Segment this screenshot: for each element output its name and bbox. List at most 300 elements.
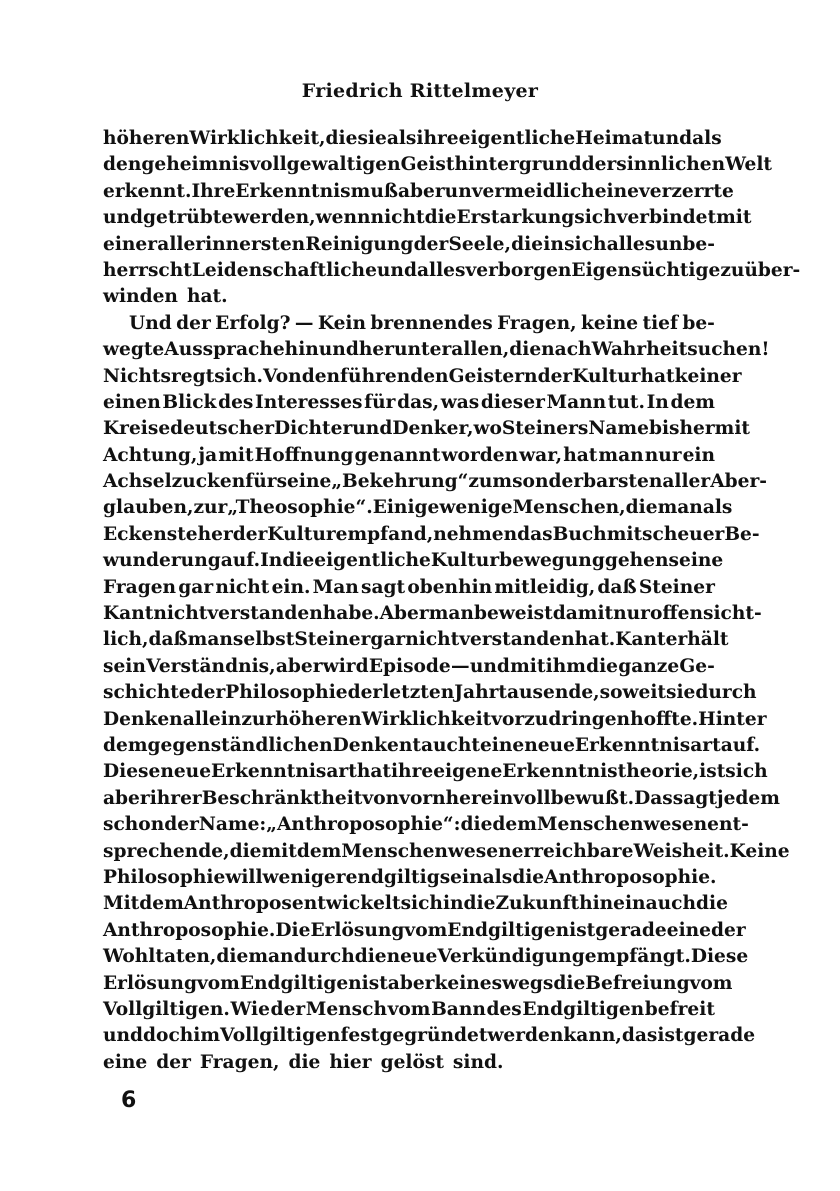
word: Diese <box>690 946 749 968</box>
word: Aber- <box>710 471 767 493</box>
word: sein <box>439 866 483 888</box>
word: nehmen <box>433 523 518 545</box>
word: gerade <box>683 1025 756 1047</box>
word: die <box>512 866 545 888</box>
word: In <box>646 391 669 413</box>
word: ist <box>361 972 388 994</box>
word: hin <box>284 339 319 361</box>
word: dem <box>103 734 148 756</box>
word: empfängt. <box>584 946 691 968</box>
word: bisher <box>648 418 715 440</box>
word: Endgiltigen <box>447 919 570 941</box>
word: die <box>586 655 619 677</box>
word: getrübte <box>143 207 234 229</box>
word: Verständnis, <box>146 655 276 677</box>
word: kann, <box>563 1025 622 1047</box>
word: eine <box>666 919 712 941</box>
word: Eigensüchtige <box>571 259 721 281</box>
word: Eckensteher <box>103 523 233 545</box>
word: der <box>347 682 383 704</box>
word: Zukunft <box>495 893 580 915</box>
word: nicht <box>215 576 270 598</box>
text-line <box>103 997 715 1023</box>
word: Hoffnung <box>254 444 354 466</box>
word: hat. <box>186 286 228 308</box>
word: ent- <box>707 814 749 836</box>
word: im <box>193 1025 221 1047</box>
word: Steiners <box>501 418 589 440</box>
word: verbindet <box>616 207 717 229</box>
word: Vollgiltigen. <box>103 998 230 1020</box>
word: zur <box>241 708 276 730</box>
word: Erlösung <box>310 919 405 941</box>
word: hat <box>640 365 675 387</box>
word: vom <box>387 998 431 1020</box>
word: und <box>352 418 393 440</box>
word: gelöst <box>380 1051 444 1073</box>
word: vom <box>689 972 733 994</box>
word: Seele, <box>448 233 511 255</box>
word: sonderbarsten <box>512 471 663 493</box>
word: neue <box>386 946 438 968</box>
text-line <box>103 891 728 917</box>
word: neue <box>160 761 212 783</box>
text-line <box>103 839 790 865</box>
word: sinnlichen <box>616 154 726 176</box>
word: Interesses <box>255 391 363 413</box>
word: und <box>376 259 417 281</box>
word: Menschenwesen <box>536 814 708 836</box>
text-line <box>103 179 734 205</box>
text-line <box>103 733 761 759</box>
word: sich. <box>214 365 264 387</box>
word: habe. <box>322 603 380 625</box>
word: der <box>537 365 573 387</box>
word: Episode <box>368 655 451 677</box>
word: Denken <box>332 734 413 756</box>
word: höheren <box>275 708 362 730</box>
word: in <box>543 233 564 255</box>
word: daß <box>148 629 188 651</box>
word: und <box>318 339 359 361</box>
word: Name: <box>198 814 267 836</box>
word: man <box>187 629 233 651</box>
word: letzten <box>382 682 455 704</box>
word: wo <box>473 418 502 440</box>
paragraph <box>103 126 801 311</box>
text-line <box>103 918 746 944</box>
word: vom <box>196 972 240 994</box>
word: Wohltaten, <box>103 946 217 968</box>
word: Blick <box>162 391 217 413</box>
word: Leidenschaftliche <box>191 259 377 281</box>
text-line <box>103 337 770 363</box>
word: der <box>156 1051 191 1073</box>
word: Achselzucken <box>103 471 246 493</box>
word: alles <box>606 233 656 255</box>
word: alles <box>416 259 466 281</box>
running-header-title: Friedrich Rittelmeyer <box>301 80 539 102</box>
word: eigentliche <box>458 128 576 149</box>
word: Mensch <box>305 998 387 1020</box>
word: ist <box>569 919 596 941</box>
body-text <box>103 126 801 1076</box>
word: Vollgiltigen <box>220 1025 341 1047</box>
word: vom <box>404 919 448 941</box>
word: Wirklichkeit, <box>189 128 326 149</box>
word: Welt <box>725 154 772 176</box>
word: der <box>232 523 268 545</box>
word: ganze <box>618 655 680 677</box>
word: mitleidig, <box>494 576 596 598</box>
word: Name <box>588 418 649 440</box>
word: für <box>364 391 396 413</box>
word: endgiltig <box>345 866 440 888</box>
word: Kulturbewegung <box>430 550 605 572</box>
word: Und <box>129 312 172 334</box>
word: erhält <box>665 629 729 651</box>
word: das <box>621 1025 658 1047</box>
word: worden <box>441 444 519 466</box>
word: vornherein <box>399 787 514 809</box>
word: dieser <box>480 391 545 413</box>
word: seine <box>668 550 724 572</box>
word: „Theosophie“. <box>227 497 373 519</box>
word: In <box>260 550 283 572</box>
text-line <box>103 495 733 521</box>
word: gewaltigen <box>286 154 401 176</box>
word: als <box>482 866 513 888</box>
word: Menschen, <box>512 497 626 519</box>
word: Erkenntnis <box>235 180 351 202</box>
word: der <box>190 682 226 704</box>
word: zur <box>193 497 228 519</box>
word: Aber <box>379 603 429 625</box>
text-line <box>103 416 750 442</box>
word: die <box>229 840 262 862</box>
page-number: 6 <box>121 1088 137 1113</box>
word: gegenständlichen <box>147 734 333 756</box>
word: über- <box>744 259 801 281</box>
word: allen, <box>451 339 510 361</box>
word: mit <box>716 207 752 229</box>
word: Erlösung <box>103 972 197 994</box>
word: Geisthintergrund <box>400 154 582 176</box>
word: Achtung, <box>103 444 198 466</box>
text-line <box>103 232 715 258</box>
word: regt <box>170 365 215 387</box>
word: und <box>469 655 510 677</box>
word: sind. <box>452 1051 504 1073</box>
word: Dichter <box>274 418 353 440</box>
word: herrscht <box>103 259 192 281</box>
word: aller <box>662 471 711 493</box>
word: sagt <box>672 787 717 809</box>
word: hat <box>356 761 391 783</box>
text-line <box>103 971 733 997</box>
word: die <box>625 497 658 519</box>
word: Fragen <box>103 576 177 598</box>
word: eine <box>594 180 639 202</box>
text-line <box>103 548 724 574</box>
word: und <box>652 128 693 149</box>
word: in <box>442 893 464 915</box>
word: wegte <box>103 339 165 361</box>
word: auf. <box>720 734 761 756</box>
word: Steiner <box>294 629 371 651</box>
word: erreichbare <box>511 840 634 862</box>
word: vorzudringen <box>491 708 631 730</box>
word: her <box>358 339 394 361</box>
word: den <box>301 365 341 387</box>
word: gehen <box>604 550 669 572</box>
text-line <box>103 390 715 416</box>
word: führenden <box>340 365 449 387</box>
word: die <box>354 946 387 968</box>
word: eigene <box>433 761 503 783</box>
word: schichte <box>103 682 191 704</box>
word: und <box>103 1025 144 1047</box>
word: mit <box>261 840 297 862</box>
word: brennendes <box>370 312 493 334</box>
word: Geistern <box>448 365 538 387</box>
word: Anthroposophie. <box>103 919 276 941</box>
word: Das <box>634 787 673 809</box>
word: gerade <box>595 919 667 941</box>
word: Buch <box>552 523 607 545</box>
word: Kultur <box>267 523 336 545</box>
word: Aussprache <box>164 339 285 361</box>
word: sagt <box>361 576 406 598</box>
text-line <box>103 786 780 812</box>
text-line <box>103 865 715 891</box>
word: gar <box>370 629 406 651</box>
word: eine <box>103 1051 148 1073</box>
word: hat. <box>574 629 616 651</box>
text-line <box>103 152 772 178</box>
word: Mann <box>546 391 607 413</box>
word: Hinter <box>698 708 767 730</box>
word: obenhin <box>407 576 493 598</box>
text-line <box>103 522 760 548</box>
text-line <box>103 654 715 680</box>
word: des <box>486 998 522 1020</box>
word: wenige <box>439 497 513 519</box>
word: ist <box>699 761 726 783</box>
word: höheren <box>103 128 190 149</box>
word: unbe- <box>655 233 715 255</box>
word: Reinigung <box>305 233 414 255</box>
word: nicht <box>370 207 425 229</box>
word: Erfolg? <box>215 312 291 334</box>
word: was <box>440 391 480 413</box>
word: die <box>282 550 315 572</box>
word: gar <box>178 576 214 598</box>
text-line <box>103 205 752 231</box>
word: Man <box>312 576 359 598</box>
word: Heimat <box>575 128 653 149</box>
word: zu <box>720 259 745 281</box>
word: winden <box>103 286 178 308</box>
word: nur <box>644 444 682 466</box>
word: hoffte. <box>630 708 699 730</box>
word: der <box>164 814 199 836</box>
word: sie <box>357 128 387 149</box>
word: eigentliche <box>314 550 431 572</box>
word: die <box>696 893 728 915</box>
word: daß <box>597 576 637 598</box>
word: verstanden <box>459 629 575 651</box>
word: Erkenntnisart <box>574 734 721 756</box>
word: dem <box>492 814 537 836</box>
word: durch <box>293 946 355 968</box>
word: zum <box>468 471 513 493</box>
word: werden <box>487 1025 564 1047</box>
word: sich <box>725 761 768 783</box>
word: Kant <box>103 603 154 625</box>
word: das, <box>397 391 440 413</box>
word: Mit <box>103 893 140 915</box>
word: voll <box>513 787 551 809</box>
text-line <box>103 707 767 733</box>
word: tief <box>642 312 678 334</box>
word: aber <box>397 180 445 202</box>
word: Beschränktheit <box>201 787 363 809</box>
word: aber <box>387 972 435 994</box>
word: dem <box>670 391 715 413</box>
word: Kreise <box>103 418 171 440</box>
word: allerinnersten <box>157 233 306 255</box>
word: sich <box>400 893 443 915</box>
text-line <box>103 443 715 469</box>
word: Erstarkung <box>456 207 575 229</box>
word: ja <box>198 444 218 466</box>
word: ein. <box>271 576 311 598</box>
word: erkennt. <box>103 180 192 202</box>
text-line <box>103 575 715 601</box>
word: Philosophie <box>225 682 348 704</box>
word: als <box>692 128 722 149</box>
word: keineswegs <box>434 972 554 994</box>
word: man <box>248 946 294 968</box>
word: wenn <box>315 207 371 229</box>
word: als <box>386 128 417 149</box>
word: nach <box>541 339 592 361</box>
word: die <box>424 207 457 229</box>
word: beweist <box>473 603 553 625</box>
word: Diese <box>103 761 161 783</box>
word: wunderung <box>103 550 221 572</box>
word: empfand, <box>335 523 434 545</box>
word: wird <box>322 655 369 677</box>
word: Die <box>275 919 311 941</box>
word: die <box>288 1051 321 1073</box>
word: suchen! <box>687 339 770 361</box>
word: be- <box>682 312 715 334</box>
word: und <box>103 207 144 229</box>
word: glauben, <box>103 497 194 519</box>
word: verborgen <box>465 259 572 281</box>
word: dem <box>296 840 342 862</box>
text-line <box>103 1050 715 1076</box>
word: keine <box>580 312 639 334</box>
word: geheimnisvoll <box>141 154 287 176</box>
word: neue <box>524 734 575 756</box>
word: war, <box>519 444 563 466</box>
word: muß <box>350 180 398 202</box>
word: Ge- <box>679 655 715 677</box>
word: selbst <box>232 629 295 651</box>
word: das <box>517 523 553 545</box>
word: sich <box>574 207 617 229</box>
word: gegründet <box>379 1025 488 1047</box>
word: nicht <box>153 603 208 625</box>
word: Keine <box>729 840 790 862</box>
word: doch <box>143 1025 194 1047</box>
word: eine <box>479 734 525 756</box>
word: fest <box>340 1025 380 1047</box>
word: will <box>225 866 263 888</box>
text-line <box>103 680 757 706</box>
word: die <box>553 972 586 994</box>
word: nicht <box>405 629 460 651</box>
word: bewußt. <box>550 787 635 809</box>
word: Fragen, <box>199 1051 280 1073</box>
word: Verkündigung <box>437 946 585 968</box>
word: — <box>294 312 314 334</box>
word: Von <box>263 365 302 387</box>
word: „Anthroposophie“: <box>266 814 461 836</box>
text-line <box>103 1023 756 1049</box>
word: Jahrtausende, <box>454 682 600 704</box>
word: Ihre <box>191 180 236 202</box>
text-line <box>103 601 762 627</box>
word: sich <box>564 233 607 255</box>
word: ihre <box>390 761 434 783</box>
word: durch <box>695 682 757 704</box>
text-line <box>103 311 715 337</box>
word: verstanden <box>207 603 323 625</box>
word: sein <box>103 655 146 677</box>
word: für <box>245 471 277 493</box>
word: die <box>463 893 496 915</box>
word: unvermeidlich <box>444 180 595 202</box>
word: die <box>216 946 249 968</box>
word: lich, <box>103 629 149 651</box>
word: Erkenntnistheorie, <box>502 761 700 783</box>
word: der <box>581 154 617 176</box>
word: Wie <box>230 998 270 1020</box>
word: die <box>509 339 542 361</box>
word: ist <box>657 1025 684 1047</box>
word: soweit <box>599 682 667 704</box>
word: Menschenwesen <box>341 840 512 862</box>
word: Be- <box>724 523 760 545</box>
word: auch <box>645 893 696 915</box>
word: hat <box>563 444 598 466</box>
word: die <box>460 814 493 836</box>
word: der <box>413 233 449 255</box>
word: mit <box>714 418 750 440</box>
word: einen <box>103 391 161 413</box>
word: hinein <box>579 893 646 915</box>
word: allein <box>182 708 242 730</box>
text-line <box>103 364 742 390</box>
word: deutscher <box>170 418 275 440</box>
word: die <box>325 128 358 149</box>
word: sie <box>666 682 696 704</box>
text-line <box>103 759 768 785</box>
